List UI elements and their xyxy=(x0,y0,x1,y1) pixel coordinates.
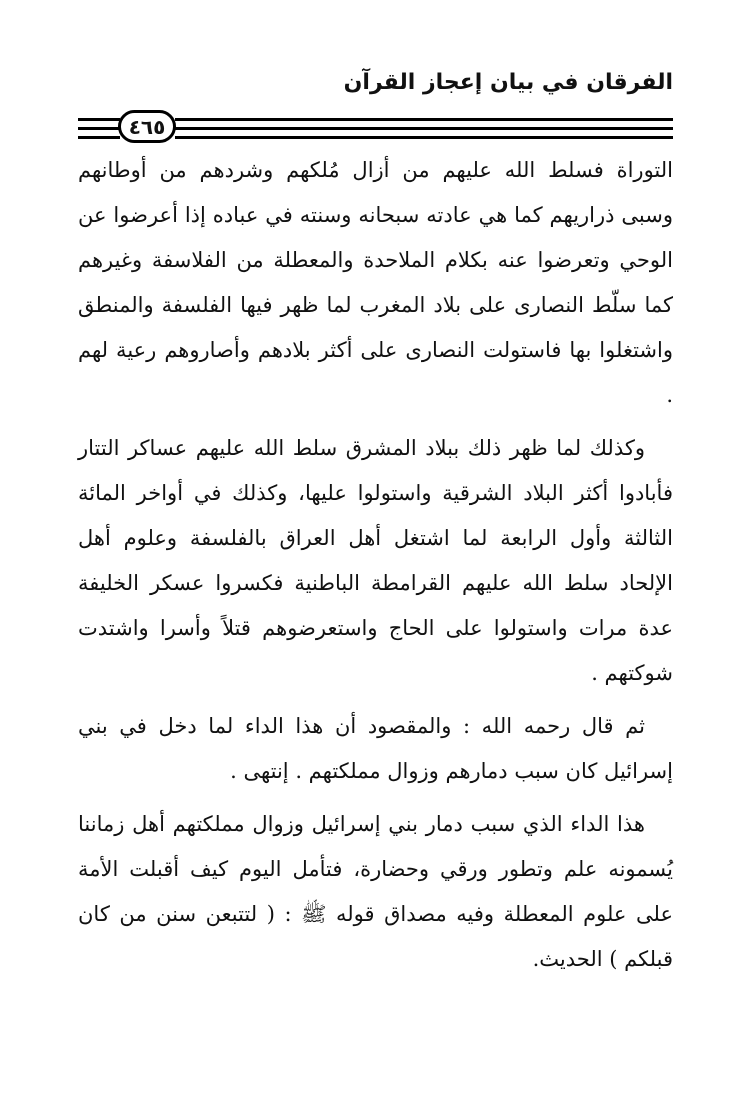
running-header-title: الفرقان في بيان إعجاز القرآن xyxy=(343,70,673,95)
paragraph: التوراة فسلط الله عليهم من أزال مُلكهم وشردهم من أوطانهم وسبى ذراريهم كما هي عادته سبحانه وسنته في عباده إذا أعرضوا عن الوحي وتعرضوا عنه بكلام الملاحدة والمعطلة من الفلاسفة وغيرهم كما سلّط النصارى على بلاد المغرب لما ظهر فيها الفلسفة والمنطق واشتغلوا بها فاستولت النصارى على أكثر بلادهم وأصاروهم رعية لهم . xyxy=(78,158,673,407)
paragraph: هذا الداء الذي سبب دمار بني إسرائيل وزوال مملكتهم أهل زماننا يُسمونه علم وتطور ورقي وحضارة، فتأمل اليوم كيف أقبلت الأمة على علوم المعطلة وفيه مصداق قوله ﷺ : ( لتتبعن سنن من كان قبلكم ) الحديث. xyxy=(78,812,673,971)
header-rule xyxy=(78,136,120,139)
header-rule xyxy=(175,127,673,130)
page-number: ٤٦٥ xyxy=(118,110,176,143)
body-text xyxy=(78,148,673,990)
header-rule xyxy=(78,127,120,130)
header-rule xyxy=(175,118,673,121)
paragraph: ثم قال رحمه الله : والمقصود أن هذا الداء لما دخل في بني إسرائيل كان سبب دمارهم وزوال مملكتهم . إنتهى . xyxy=(78,714,673,783)
paragraph: وكذلك لما ظهر ذلك ببلاد المشرق سلط الله عليهم عساكر التتار فأبادوا أكثر البلاد الشرقية واستولوا عليها، وكذلك في أواخر المائة الثالثة وأول الرابعة لما اشتغل أهل العراق بالفلسفة وعلوم أهل الإلحاد سلط الله عليهم القرامطة الباطنية فكسروا عسكر الخليفة عدة مرات واستولوا على الحاج واستعرضوهم قتلاً وأسرا واشتدت شوكتهم . xyxy=(78,436,673,685)
header-rule xyxy=(175,136,673,139)
header-rule xyxy=(78,118,120,121)
